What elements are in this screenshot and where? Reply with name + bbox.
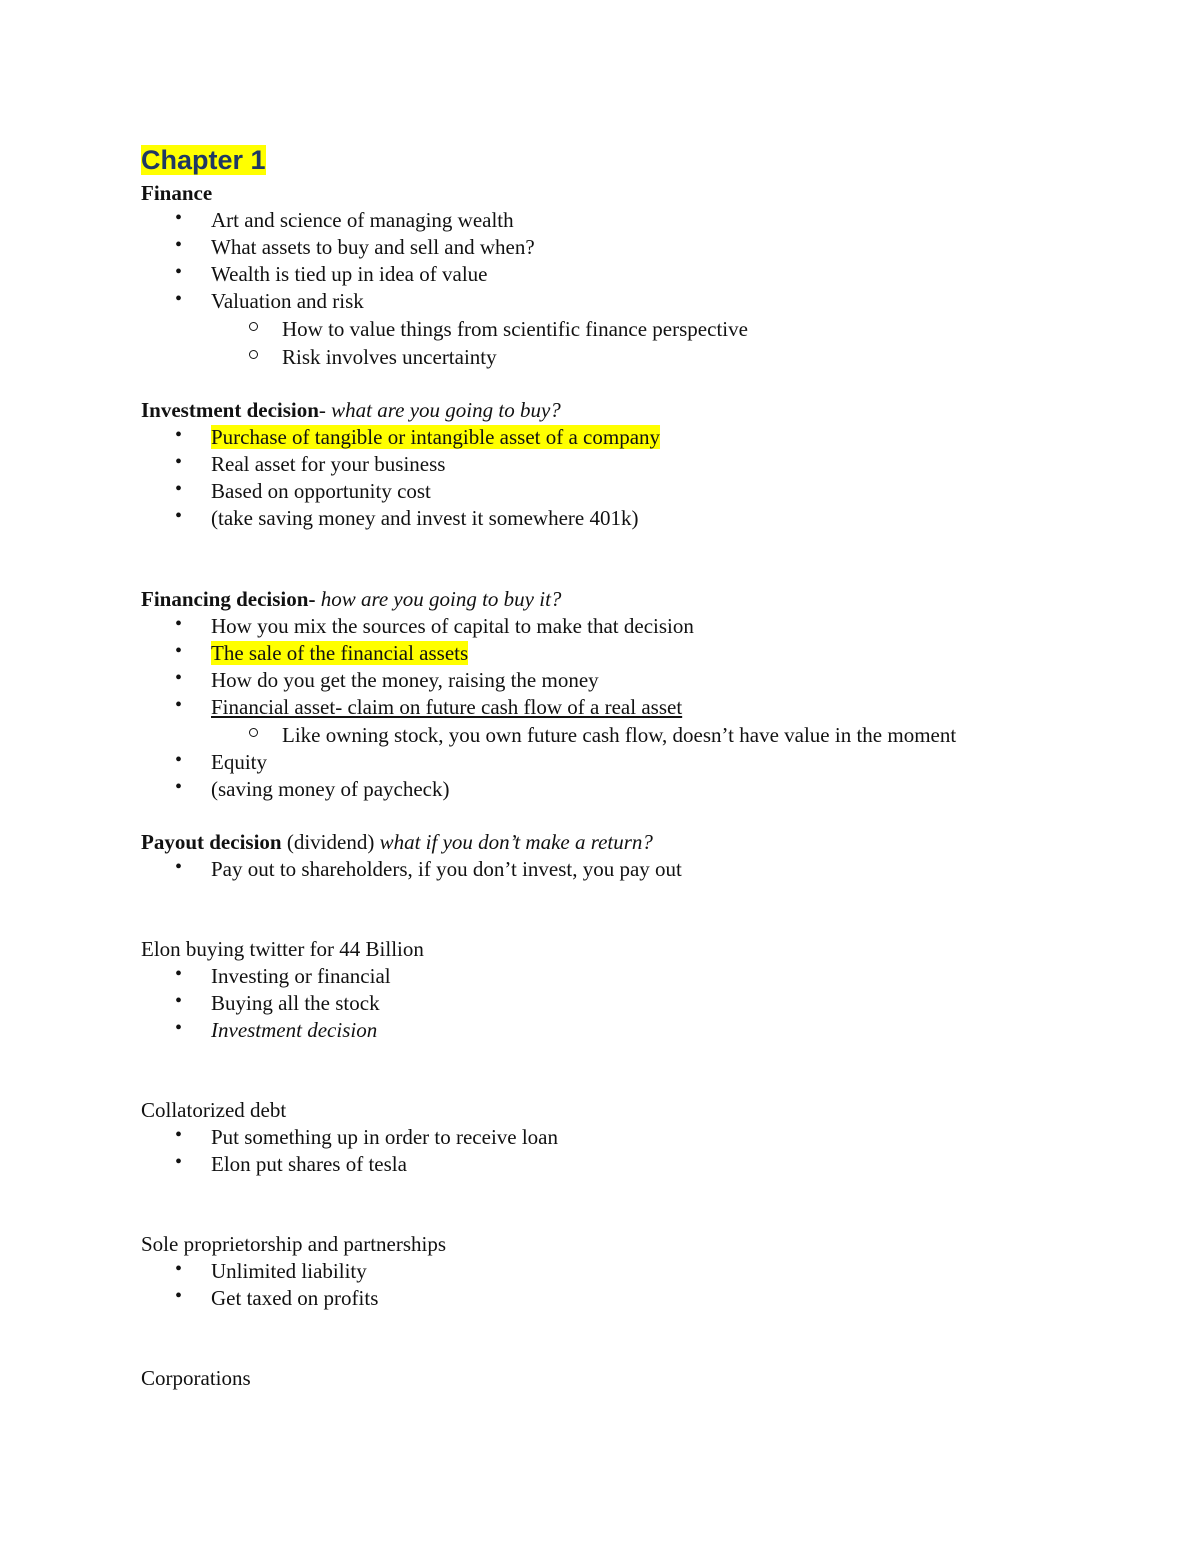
italic-text: Investment decision — [211, 1018, 378, 1042]
spacer — [141, 1044, 1101, 1097]
finance-heading-text: Finance — [141, 181, 213, 205]
payout-heading-bold: Payout decision — [141, 830, 282, 854]
list-item — [141, 1285, 1101, 1312]
corporations-heading: Corporations — [141, 1366, 251, 1390]
bullet-icon: • — [175, 856, 183, 878]
debt-heading: Collatorized debt — [141, 1098, 287, 1122]
bullet-icon: • — [175, 694, 183, 716]
list-item-text: (take saving money and invest it somewhere 401k) — [211, 506, 639, 530]
sole-heading: Sole proprietorship and partnerships — [141, 1232, 447, 1256]
investment-heading-bold: Investment decision — [141, 398, 319, 422]
payout-list — [141, 856, 1101, 883]
finance-list — [141, 207, 1101, 371]
list-item — [141, 451, 1101, 478]
list-item-text: Equity — [211, 750, 267, 774]
list-item — [141, 640, 1101, 667]
elon-section — [141, 936, 1101, 1044]
spacer — [141, 803, 1101, 829]
debt-section — [141, 1097, 1101, 1178]
spacer — [141, 883, 1101, 936]
list-item — [141, 1151, 1101, 1178]
sub-list-item-text: How to value things from scientific finance perspective — [282, 317, 748, 341]
financing-sublist — [211, 721, 1101, 749]
finance-heading — [141, 180, 1101, 207]
list-item-text: Wealth is tied up in idea of value — [211, 262, 488, 286]
chapter-title-highlight: Chapter 1 — [141, 145, 266, 175]
highlighted-text: Purchase of tangible or intangible asset of a company — [211, 425, 661, 449]
list-item-text: Investing or financial — [211, 964, 391, 988]
sub-list-item-text: Like owning stock, you own future cash flow, doesn’t have value in the moment — [282, 723, 957, 747]
bullet-icon: • — [175, 1151, 183, 1173]
list-item-text: Based on opportunity cost — [211, 479, 431, 503]
payout-heading — [141, 829, 1101, 856]
bullet-icon: • — [175, 990, 183, 1012]
list-item — [141, 694, 1101, 749]
financing-heading-italic: how are you going to buy it? — [320, 587, 562, 611]
list-item-text: Buying all the stock — [211, 991, 380, 1015]
spacer — [141, 1312, 1101, 1365]
investment-heading — [141, 397, 1101, 424]
investment-section — [141, 397, 1101, 532]
bullet-icon: • — [175, 424, 183, 446]
bullet-icon: • — [175, 749, 183, 771]
financing-list — [141, 613, 1101, 803]
list-item — [141, 1258, 1101, 1285]
list-item-text: Put something up in order to receive loan — [211, 1125, 559, 1149]
list-item — [141, 776, 1101, 803]
chapter-title — [141, 140, 1101, 180]
corporations-section — [141, 1365, 1101, 1392]
investment-list — [141, 424, 1101, 532]
bullet-icon: • — [175, 640, 183, 662]
finance-section — [141, 180, 1101, 371]
list-item-text: Elon put shares of tesla — [211, 1152, 407, 1176]
financing-section — [141, 586, 1101, 803]
list-item — [141, 1017, 1101, 1044]
spacer — [141, 371, 1101, 397]
list-item — [141, 856, 1101, 883]
payout-heading-plain: (dividend) — [286, 830, 375, 854]
document-body — [141, 140, 1101, 1392]
bullet-icon: • — [175, 288, 183, 310]
financing-heading-bold: Financing decision- — [141, 587, 316, 611]
elon-list — [141, 963, 1101, 1044]
bullet-icon: • — [175, 1258, 183, 1280]
list-item-text: How you mix the sources of capital to make that decision — [211, 614, 694, 638]
list-item — [141, 1124, 1101, 1151]
list-item-text: (saving money of paycheck) — [211, 777, 450, 801]
sub-list-item — [141, 315, 1101, 343]
list-item-text: What assets to buy and sell and when? — [211, 235, 535, 259]
financing-heading — [141, 586, 1101, 613]
investment-heading-dash: - — [318, 398, 332, 422]
circle-bullet-icon — [249, 350, 258, 359]
sub-list-item-text: Risk involves uncertainty — [282, 345, 497, 369]
elon-heading: Elon buying twitter for 44 Billion — [141, 937, 424, 961]
spacer — [141, 1178, 1101, 1231]
list-item — [141, 667, 1101, 694]
underlined-text: Financial asset- claim on future cash flow of a real asset — [211, 695, 683, 719]
bullet-icon: • — [175, 505, 183, 527]
circle-bullet-icon — [249, 322, 258, 331]
bullet-icon: • — [175, 776, 183, 798]
payout-heading-italic: what if you don’t make a return? — [379, 830, 653, 854]
list-item-text: Real asset for your business — [211, 452, 446, 476]
sub-list-item — [141, 343, 1101, 371]
bullet-icon: • — [175, 1124, 183, 1146]
sole-list — [141, 1258, 1101, 1312]
list-item — [141, 505, 1101, 532]
bullet-icon: • — [175, 451, 183, 473]
list-item — [141, 424, 1101, 451]
list-item-text: Get taxed on profits — [211, 1286, 379, 1310]
bullet-icon: • — [175, 1285, 183, 1307]
list-item-text: Art and science of managing wealth — [211, 208, 514, 232]
bullet-icon: • — [175, 207, 183, 229]
bullet-icon: • — [175, 963, 183, 985]
bullet-icon: • — [175, 1017, 183, 1039]
spacer — [141, 532, 1101, 586]
payout-section — [141, 829, 1101, 883]
list-item — [141, 261, 1101, 288]
circle-bullet-icon — [249, 728, 258, 737]
sub-list-item — [141, 721, 1101, 749]
list-item-text: Pay out to shareholders, if you don’t invest, you pay out — [211, 857, 682, 881]
list-item — [141, 749, 1101, 776]
list-item — [141, 478, 1101, 505]
list-item — [141, 613, 1101, 640]
list-item-text: How do you get the money, raising the money — [211, 668, 599, 692]
finance-sublist — [211, 315, 1101, 371]
bullet-icon: • — [175, 613, 183, 635]
bullet-icon: • — [175, 261, 183, 283]
debt-list — [141, 1124, 1101, 1178]
list-item-text: Unlimited liability — [211, 1259, 367, 1283]
list-item — [141, 207, 1101, 234]
sole-section — [141, 1231, 1101, 1312]
bullet-icon: • — [175, 667, 183, 689]
highlighted-text: The sale of the financial assets — [211, 641, 469, 665]
bullet-icon: • — [175, 478, 183, 500]
list-item — [141, 288, 1101, 371]
list-item — [141, 963, 1101, 990]
list-item-text: Valuation and risk — [211, 289, 364, 313]
bullet-icon: • — [175, 234, 183, 256]
list-item — [141, 234, 1101, 261]
investment-heading-italic: what are you going to buy? — [331, 398, 561, 422]
list-item — [141, 990, 1101, 1017]
